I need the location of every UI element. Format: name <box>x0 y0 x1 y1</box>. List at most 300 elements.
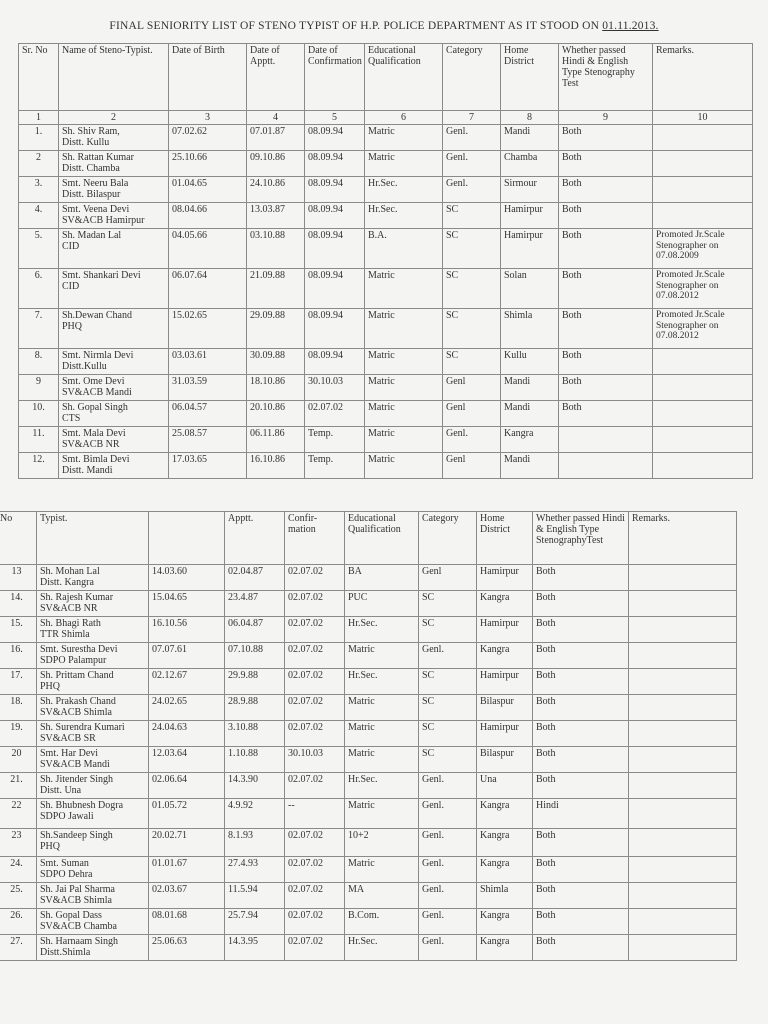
table-row <box>19 401 753 427</box>
appointment-cell <box>225 799 285 829</box>
remarks-cell <box>653 427 753 453</box>
education-cell-edu: Hr.Sec. <box>348 618 378 629</box>
district-cell <box>501 401 559 427</box>
district-cell <box>477 883 533 909</box>
dob-cell-dob: 17.03.65 <box>172 454 207 465</box>
sr-cell-sr: 17. <box>10 670 23 681</box>
education-cell <box>345 565 419 591</box>
dob-cell-dob: 25.06.63 <box>152 936 187 947</box>
table-row <box>19 375 753 401</box>
dob-cell <box>169 177 247 203</box>
passed-cell <box>559 229 653 269</box>
passed-cell-passed: Both <box>536 748 556 759</box>
sr-cell-sr: 7. <box>34 310 43 321</box>
passed-cell <box>533 883 629 909</box>
district-cell <box>477 565 533 591</box>
confirmation-cell-conf: 02.07.02 <box>288 618 323 629</box>
sr-cell <box>0 883 37 909</box>
name-cell-place: CID <box>62 281 80 292</box>
passed-cell <box>559 151 653 177</box>
dob-cell-dob: 25.08.57 <box>172 428 207 439</box>
appointment-cell-appt: 25.7.94 <box>228 910 258 921</box>
appointment-cell <box>247 151 305 177</box>
name-cell <box>37 909 149 935</box>
appointment-cell <box>247 269 305 309</box>
education-cell <box>345 909 419 935</box>
dob-cell-dob: 06.07.64 <box>172 270 207 281</box>
district-cell <box>501 453 559 479</box>
passed-cell-passed: Both <box>536 910 556 921</box>
education-cell <box>365 151 443 177</box>
category-cell <box>419 669 477 695</box>
appointment-cell-appt: 02.04.87 <box>228 566 263 577</box>
remarks-cell <box>629 591 737 617</box>
name-cell-place: SV&ACB Hamirpur <box>62 215 145 226</box>
confirmation-cell-conf: 02.07.02 <box>308 402 343 413</box>
dob-cell-dob: 01.04.65 <box>172 178 207 189</box>
name-cell-place: Distt. Kangra <box>40 577 94 588</box>
education-cell-edu: Hr.Sec. <box>348 774 378 785</box>
remarks-cell <box>653 309 753 349</box>
appointment-cell-appt: 4.9.92 <box>228 800 253 811</box>
district-cell-district: Hamirpur <box>480 566 519 577</box>
sr-cell-sr: 5. <box>34 230 43 241</box>
education-cell <box>345 669 419 695</box>
dob-cell <box>169 427 247 453</box>
table-row <box>0 565 737 591</box>
name-cell <box>59 229 169 269</box>
header-district: Home District <box>501 44 559 111</box>
category-cell-cat: Genl <box>446 376 466 387</box>
category-cell <box>419 643 477 669</box>
district-cell-district: Kangra <box>480 644 510 655</box>
dob-cell-dob: 08.01.68 <box>152 910 187 921</box>
passed-cell <box>533 935 629 961</box>
confirmation-cell-conf: 02.07.02 <box>288 670 323 681</box>
sr-cell <box>19 269 59 309</box>
sr-cell-sr: 8. <box>34 350 43 361</box>
district-cell-district: Kangra <box>480 858 510 869</box>
remarks-cell <box>653 229 753 269</box>
remarks-cell <box>653 349 753 375</box>
seniority-table-page-2 <box>0 511 737 961</box>
dob-cell <box>169 453 247 479</box>
confirmation-cell <box>305 177 365 203</box>
name-cell-name: Smt. Har Devi <box>40 748 99 759</box>
district-cell-district: Hamirpur <box>480 670 519 681</box>
category-cell <box>419 857 477 883</box>
district-cell-district: Chamba <box>504 152 538 163</box>
dob-cell <box>149 909 225 935</box>
sr-cell-sr: 18. <box>10 696 23 707</box>
name-cell <box>37 747 149 773</box>
sr-cell <box>0 643 37 669</box>
confirmation-cell <box>305 203 365 229</box>
category-cell <box>443 427 501 453</box>
appointment-cell-appt: 14.3.90 <box>228 774 258 785</box>
name-cell-place: Distt.Kullu <box>62 361 107 372</box>
table-row <box>0 695 737 721</box>
appointment-cell-appt: 8.1.93 <box>228 830 253 841</box>
confirmation-cell <box>285 669 345 695</box>
category-cell <box>443 151 501 177</box>
appointment-cell-appt: 30.09.88 <box>250 350 285 361</box>
header-passed: Whether passed Hindi & English Type StenographyTest <box>533 512 629 565</box>
appointment-cell-appt: 07.10.88 <box>228 644 263 655</box>
district-cell <box>477 773 533 799</box>
dob-cell <box>169 125 247 151</box>
col-number: 9 <box>559 111 653 125</box>
dob-cell <box>169 151 247 177</box>
remarks-cell <box>629 747 737 773</box>
table-row <box>0 721 737 747</box>
dob-cell-dob: 06.04.57 <box>172 402 207 413</box>
name-cell-place: SV&ACB SR <box>40 733 96 744</box>
remarks-cell-remarks: Promoted Jr.Scale Stenographer on 07.08.2012 <box>656 270 725 301</box>
category-cell <box>443 125 501 151</box>
name-cell-place: Distt.Shimla <box>40 947 91 958</box>
appointment-cell <box>225 721 285 747</box>
remarks-cell <box>653 401 753 427</box>
confirmation-cell <box>285 829 345 857</box>
confirmation-cell <box>285 909 345 935</box>
sr-cell <box>0 565 37 591</box>
name-cell-place: Distt. Chamba <box>62 163 120 174</box>
district-cell-district: Kullu <box>504 350 527 361</box>
name-cell <box>37 565 149 591</box>
sr-cell-sr: 14. <box>10 592 23 603</box>
district-cell-district: Kangra <box>504 428 534 439</box>
sr-cell <box>19 401 59 427</box>
education-cell-edu: Matric <box>368 376 395 387</box>
education-cell-edu: Hr.Sec. <box>368 204 398 215</box>
dob-cell <box>149 721 225 747</box>
appointment-cell-appt: 21.09.88 <box>250 270 285 281</box>
appointment-cell-appt: 28.9.88 <box>228 696 258 707</box>
education-cell <box>365 375 443 401</box>
appointment-cell-appt: 29.9.88 <box>228 670 258 681</box>
header-confirmation: Date of Confirmation <box>305 44 365 111</box>
category-cell <box>443 203 501 229</box>
name-cell-name: Smt. Surestha Devi <box>40 644 118 655</box>
district-cell <box>477 799 533 829</box>
passed-cell <box>533 773 629 799</box>
dob-cell-dob: 07.07.61 <box>152 644 187 655</box>
category-cell-cat: Genl. <box>422 800 444 811</box>
sr-cell <box>0 829 37 857</box>
appointment-cell-appt: 11.5.94 <box>228 884 258 895</box>
remarks-cell-remarks: Promoted Jr.Scale Stenographer on 07.08.2009 <box>656 230 725 261</box>
dob-cell <box>149 857 225 883</box>
confirmation-cell <box>305 401 365 427</box>
name-cell-place: SV&ACB Mandi <box>40 759 110 770</box>
seniority-table-page-1 <box>18 43 753 479</box>
sr-cell-sr: 20 <box>11 748 22 759</box>
confirmation-cell <box>285 617 345 643</box>
passed-cell-passed: Both <box>536 936 556 947</box>
confirmation-cell-conf: 30.10.03 <box>308 376 343 387</box>
passed-cell <box>533 909 629 935</box>
appointment-cell <box>247 375 305 401</box>
dob-cell <box>169 375 247 401</box>
appointment-cell-appt: 3.10.88 <box>228 722 258 733</box>
table-row <box>19 349 753 375</box>
name-cell-place: PHQ <box>40 841 61 852</box>
category-cell-cat: Genl. <box>446 152 468 163</box>
passed-cell <box>533 721 629 747</box>
sr-cell <box>0 617 37 643</box>
category-cell <box>419 799 477 829</box>
name-cell <box>59 453 169 479</box>
district-cell <box>501 375 559 401</box>
sr-cell <box>19 453 59 479</box>
sr-cell <box>0 721 37 747</box>
header-name: Name of Steno-Typist. <box>59 44 169 111</box>
appointment-cell-appt: 23.4.87 <box>228 592 258 603</box>
sr-cell <box>19 151 59 177</box>
category-cell-cat: SC <box>422 722 435 733</box>
name-cell-name: Sh. Mohan Lal <box>40 566 100 577</box>
education-cell-edu: Matric <box>368 152 395 163</box>
dob-cell <box>149 883 225 909</box>
confirmation-cell <box>305 427 365 453</box>
sr-cell-sr: 2 <box>36 152 41 163</box>
category-cell-cat: Genl <box>446 454 466 465</box>
header-education: Educational Qualification <box>345 512 419 565</box>
name-cell-place: Distt. Mandi <box>62 465 113 476</box>
confirmation-cell-conf: 08.09.94 <box>308 270 343 281</box>
passed-cell <box>559 401 653 427</box>
district-cell-district: Solan <box>504 270 527 281</box>
col-number: 8 <box>501 111 559 125</box>
passed-cell <box>559 453 653 479</box>
header-row <box>0 512 737 565</box>
passed-cell-passed: Both <box>562 152 582 163</box>
confirmation-cell-conf: 02.07.02 <box>288 696 323 707</box>
appointment-cell <box>225 773 285 799</box>
education-cell <box>345 883 419 909</box>
confirmation-cell <box>305 125 365 151</box>
name-cell-place: SV&ACB NR <box>40 603 98 614</box>
name-cell-name: Sh.Sandeep Singh <box>40 830 113 841</box>
district-cell <box>477 617 533 643</box>
appointment-cell-appt: 1.10.88 <box>228 748 258 759</box>
confirmation-cell <box>285 643 345 669</box>
appointment-cell-appt: 07.01.87 <box>250 126 285 137</box>
confirmation-cell-conf: 02.07.02 <box>288 936 323 947</box>
dob-cell <box>169 203 247 229</box>
sr-cell <box>19 427 59 453</box>
confirmation-cell <box>305 229 365 269</box>
name-cell-name: Sh. Jai Pal Sharma <box>40 884 115 895</box>
sr-cell <box>19 309 59 349</box>
header-district: Home District <box>477 512 533 565</box>
header-remarks: Remarks. <box>629 512 737 565</box>
passed-cell-passed: Both <box>536 592 556 603</box>
category-cell-cat: Genl. <box>422 858 444 869</box>
appointment-cell <box>225 695 285 721</box>
table-row <box>19 203 753 229</box>
name-cell-place: SV&ACB NR <box>62 439 120 450</box>
district-cell-district: Una <box>480 774 497 785</box>
passed-cell-passed: Both <box>536 696 556 707</box>
dob-cell <box>149 829 225 857</box>
education-cell-edu: BA <box>348 566 362 577</box>
remarks-cell <box>629 669 737 695</box>
table-row <box>0 909 737 935</box>
name-cell-place: TTR Shimla <box>40 629 90 640</box>
education-cell <box>365 269 443 309</box>
category-cell <box>419 591 477 617</box>
passed-cell-passed: Both <box>536 618 556 629</box>
appointment-cell <box>225 747 285 773</box>
name-cell-name: Smt. Ome Devi <box>62 376 125 387</box>
remarks-cell <box>629 773 737 799</box>
dob-cell <box>149 935 225 961</box>
table-row <box>0 669 737 695</box>
table-row <box>0 857 737 883</box>
passed-cell <box>533 695 629 721</box>
passed-cell-passed: Both <box>562 204 582 215</box>
confirmation-cell <box>285 565 345 591</box>
confirmation-cell-conf: 02.07.02 <box>288 858 323 869</box>
sr-cell-sr: 4. <box>34 204 43 215</box>
education-cell <box>365 229 443 269</box>
education-cell-edu: Matric <box>348 696 375 707</box>
confirmation-cell <box>305 269 365 309</box>
confirmation-cell-conf: Temp. <box>308 454 334 465</box>
confirmation-cell-conf: 02.07.02 <box>288 566 323 577</box>
sr-cell <box>0 799 37 829</box>
passed-cell-passed: Both <box>562 350 582 361</box>
remarks-cell <box>629 565 737 591</box>
name-cell-name: Sh. Rattan Kumar <box>62 152 134 163</box>
remarks-cell <box>653 151 753 177</box>
col-number: 5 <box>305 111 365 125</box>
passed-cell-passed: Both <box>562 376 582 387</box>
education-cell-edu: Matric <box>368 270 395 281</box>
appointment-cell <box>225 591 285 617</box>
name-cell-place: Distt. Una <box>40 785 82 796</box>
name-cell-place: CTS <box>62 413 81 424</box>
name-cell-place: SDPO Palampur <box>40 655 107 666</box>
district-cell <box>501 125 559 151</box>
dob-cell <box>149 617 225 643</box>
name-cell-place: SV&ACB Chamba <box>40 921 117 932</box>
dob-cell <box>149 643 225 669</box>
category-cell <box>419 565 477 591</box>
appointment-cell <box>225 565 285 591</box>
table-body <box>0 565 737 961</box>
dob-cell <box>149 669 225 695</box>
name-cell <box>59 151 169 177</box>
appointment-cell <box>247 177 305 203</box>
category-cell-cat: Genl. <box>422 910 444 921</box>
name-cell <box>37 883 149 909</box>
confirmation-cell-conf: 08.09.94 <box>308 310 343 321</box>
header-passed: Whether passed Hindi & English Type Stenography Test <box>559 44 653 111</box>
confirmation-cell-conf: 02.07.02 <box>288 830 323 841</box>
confirmation-cell-conf: 08.09.94 <box>308 178 343 189</box>
district-cell <box>477 721 533 747</box>
sr-cell <box>0 591 37 617</box>
category-cell <box>443 349 501 375</box>
name-cell-name: Smt. Bimla Devi <box>62 454 130 465</box>
sr-cell <box>0 773 37 799</box>
name-cell-name: Sh. Madan Lal <box>62 230 122 241</box>
passed-cell-passed: Both <box>536 722 556 733</box>
name-cell-name: Smt. Mala Devi <box>62 428 126 439</box>
sr-cell-sr: 15. <box>10 618 23 629</box>
header-category: Category <box>443 44 501 111</box>
confirmation-cell-conf: 30.10.03 <box>288 748 323 759</box>
name-cell <box>59 349 169 375</box>
district-cell-district: Mandi <box>504 402 531 413</box>
appointment-cell <box>225 617 285 643</box>
district-cell <box>477 829 533 857</box>
district-cell <box>477 643 533 669</box>
passed-cell <box>559 309 653 349</box>
header-remarks: Remarks. <box>653 44 753 111</box>
category-cell-cat: Genl. <box>422 830 444 841</box>
col-number: 4 <box>247 111 305 125</box>
name-cell-place: Distt. Bilaspur <box>62 189 121 200</box>
confirmation-cell <box>285 935 345 961</box>
category-cell-cat: SC <box>446 270 459 281</box>
remarks-cell <box>629 935 737 961</box>
remarks-cell <box>653 269 753 309</box>
passed-cell-passed: Both <box>536 774 556 785</box>
dob-cell-dob: 25.10.66 <box>172 152 207 163</box>
dob-cell-dob: 01.05.72 <box>152 800 187 811</box>
col-number: 10 <box>653 111 753 125</box>
table-row <box>0 935 737 961</box>
name-cell-place: SDPO Jawali <box>40 811 94 822</box>
name-cell-place: PHQ <box>62 321 83 332</box>
dob-cell-dob: 20.02.71 <box>152 830 187 841</box>
appointment-cell-appt: 13.03.87 <box>250 204 285 215</box>
dob-cell <box>169 309 247 349</box>
sr-cell <box>0 695 37 721</box>
passed-cell-passed: Both <box>562 178 582 189</box>
table-row <box>19 177 753 203</box>
name-cell <box>37 829 149 857</box>
appointment-cell <box>247 453 305 479</box>
sr-cell-sr: 23 <box>11 830 22 841</box>
category-cell-cat: Genl <box>422 566 442 577</box>
category-cell-cat: SC <box>422 670 435 681</box>
confirmation-cell-conf: 02.07.02 <box>288 722 323 733</box>
column-number-row <box>19 111 753 125</box>
dob-cell-dob: 31.03.59 <box>172 376 207 387</box>
dob-cell-dob: 16.10.56 <box>152 618 187 629</box>
education-cell <box>345 721 419 747</box>
dob-cell-dob: 03.03.61 <box>172 350 207 361</box>
confirmation-cell-conf: 08.09.94 <box>308 350 343 361</box>
education-cell-edu: 10+2 <box>348 830 369 841</box>
name-cell-name: Smt. Shankari Devi <box>62 270 141 281</box>
dob-cell <box>169 269 247 309</box>
district-cell <box>477 857 533 883</box>
dob-cell <box>149 591 225 617</box>
category-cell-cat: Genl. <box>422 774 444 785</box>
category-cell <box>419 829 477 857</box>
category-cell <box>419 721 477 747</box>
dob-cell <box>149 773 225 799</box>
passed-cell <box>559 269 653 309</box>
name-cell <box>37 799 149 829</box>
table-row <box>19 269 753 309</box>
